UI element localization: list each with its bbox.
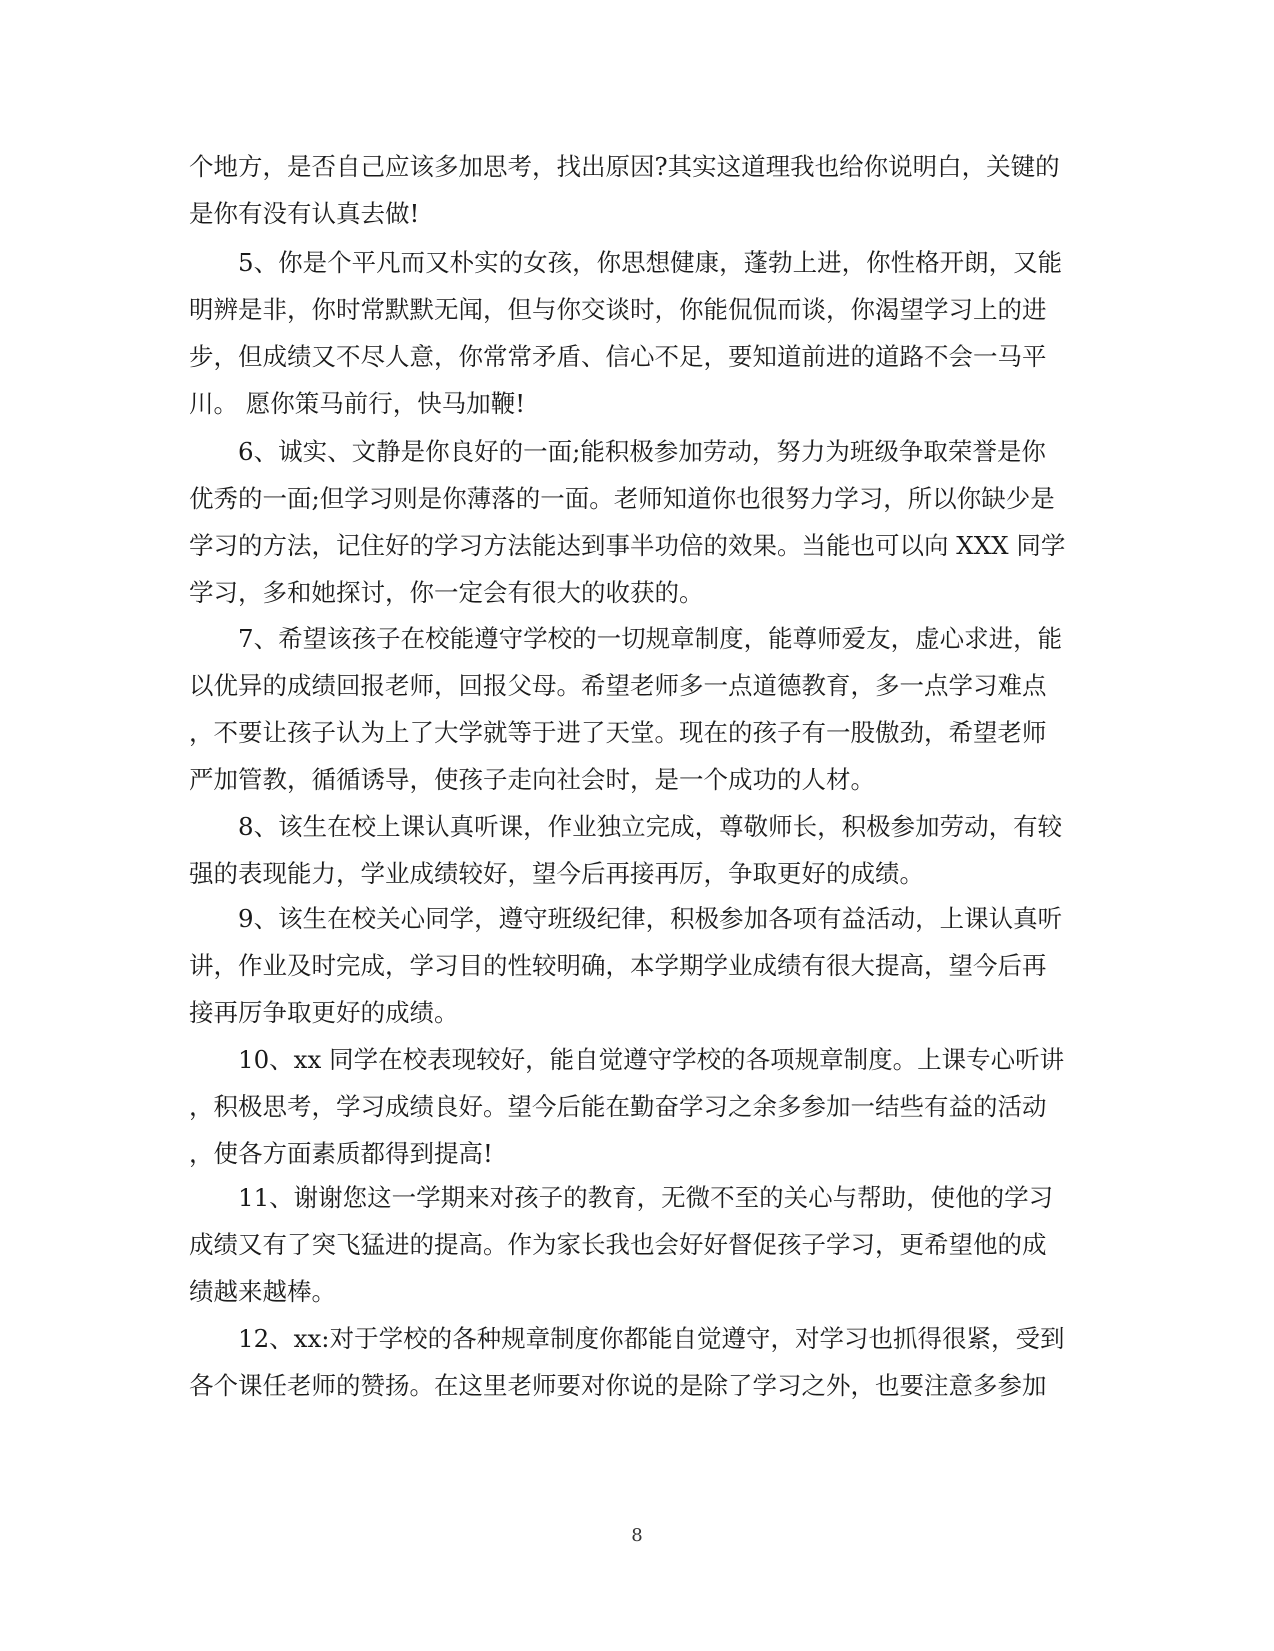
text-line: 接再厉争取更好的成绩。: [189, 998, 459, 1027]
text-line: 强的表现能力，学业成绩较好，望今后再接再厉，争取更好的成绩。: [189, 859, 924, 888]
text-line: 各个课任老师的赞扬。在这里老师要对你说的是除了学习之外，也要注意多参加: [189, 1371, 1047, 1400]
paragraph-10-line: 10、xx 同学在校表现较好，能自觉遵守学校的各项规章制度。上课专心听讲: [238, 1045, 1065, 1074]
text-line: 以优异的成绩回报老师，回报父母。希望老师多一点道德教育，多一点学习难点: [189, 671, 1047, 700]
text-line: 优秀的一面;但学习则是你薄落的一面。老师知道你也很努力学习，所以你缺少是: [189, 484, 1055, 513]
text-line: 绩越来越棒。: [189, 1277, 336, 1306]
paragraph-5-line: 5、你是个平凡而又朴实的女孩，你思想健康，蓬勃上进，你性格开朗，又能: [238, 248, 1063, 277]
text-line: 是你有没有认真去做!: [189, 199, 420, 228]
page-number: 8: [631, 1525, 643, 1546]
text-line: 明辨是非，你时常默默无闻，但与你交谈时，你能侃侃而谈，你渴望学习上的进: [189, 295, 1047, 324]
text-line: 学习，多和她探讨，你一定会有很大的收获的。: [189, 578, 704, 607]
paragraph-12-line: 12、xx:对于学校的各种规章制度你都能自觉遵守，对学习也抓得很紧，受到: [238, 1324, 1065, 1353]
paragraph-7-line: 7、希望该孩子在校能遵守学校的一切规章制度，能尊师爱友，虚心求进，能: [238, 624, 1063, 653]
text-line: 严加管教，循循诱导，使孩子走向社会时，是一个成功的人材。: [189, 765, 875, 794]
text-line: ，积极思考，学习成绩良好。望今后能在勤奋学习之余多参加一结些有益的活动: [189, 1092, 1047, 1121]
text-line: 学习的方法，记住好的学习方法能达到事半功倍的效果。当能也可以向 XXX 同学: [189, 531, 1066, 560]
text-line: 讲，作业及时完成，学习目的性较明确，本学期学业成绩有很大提高，望今后再: [189, 951, 1047, 980]
text-line: ，使各方面素质都得到提高!: [189, 1139, 493, 1168]
text-line: 个地方，是否自己应该多加思考，找出原因?其实这道理我也给你说明白，关键的: [189, 152, 1060, 181]
paragraph-8-line: 8、该生在校上课认真听课，作业独立完成，尊敬师长，积极参加劳动，有较: [238, 812, 1063, 841]
paragraph-9-line: 9、该生在校关心同学，遵守班级纪律，积极参加各项有益活动，上课认真听: [238, 904, 1063, 933]
text-line: ，不要让孩子认为上了大学就等于进了天堂。现在的孩子有一股傲劲，希望老师: [189, 718, 1047, 747]
paragraph-6-line: 6、诚实、文静是你良好的一面;能积极参加劳动，努力为班级争取荣誉是你: [238, 437, 1046, 466]
text-line: 步，但成绩又不尽人意，你常常矛盾、信心不足，要知道前进的道路不会一马平: [189, 342, 1047, 371]
text-line: 成绩又有了突飞猛进的提高。作为家长我也会好好督促孩子学习，更希望他的成: [189, 1230, 1047, 1259]
text-line: 川。 愿你策马前行，快马加鞭!: [189, 389, 526, 418]
paragraph-11-line: 11、谢谢您这一学期来对孩子的教育，无微不至的关心与帮助，使他的学习: [238, 1183, 1054, 1212]
